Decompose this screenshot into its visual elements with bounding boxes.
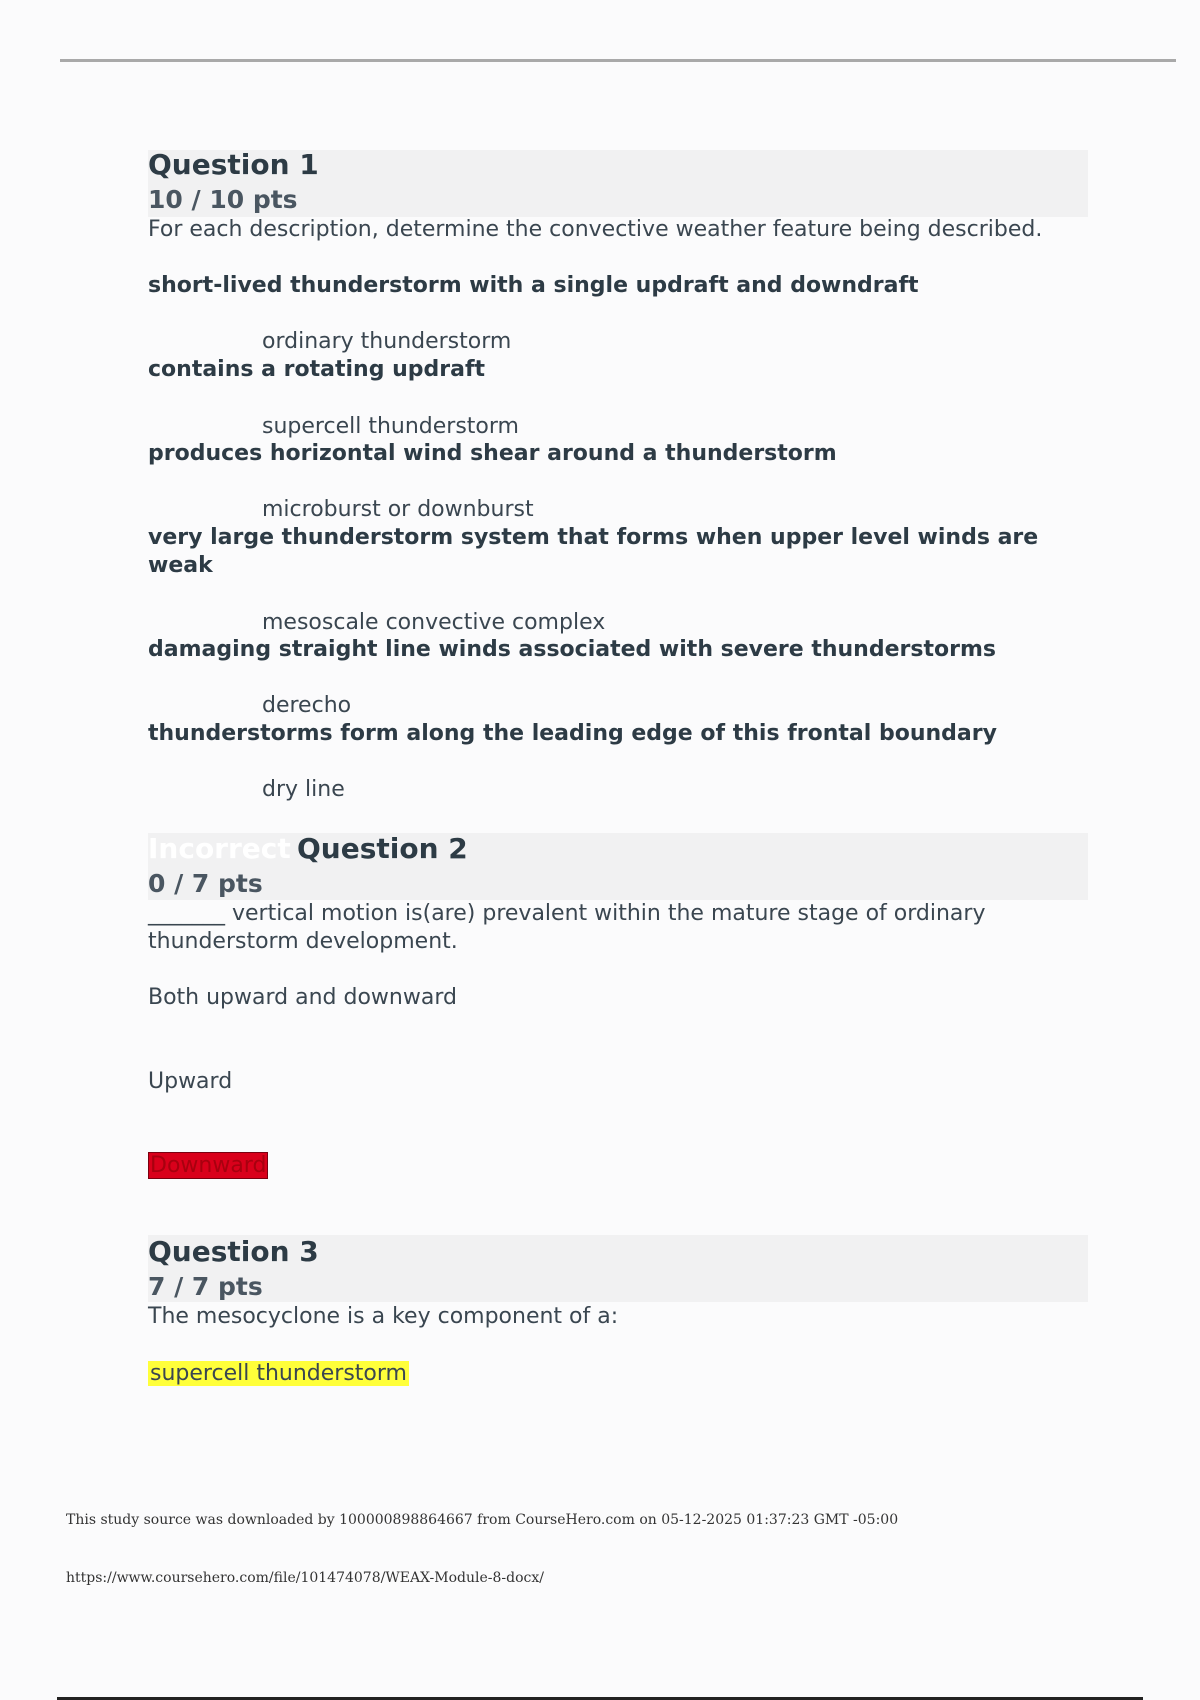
- download-notice: This study source was downloaded by 100000898864667 from CourseHero.com on 05-12-2025 01:37:23 GMT -05:00: [66, 1512, 899, 1528]
- match-answer: microburst or downburst: [262, 497, 534, 522]
- question-prompt: The mesocyclone is a key component of a:: [148, 1304, 619, 1329]
- question-title: Question 2: [297, 832, 468, 865]
- top-divider: [60, 59, 1176, 62]
- match-description: thunderstorms form along the leading edge of this frontal boundary: [148, 721, 997, 746]
- answer-choice: Upward: [148, 1069, 233, 1094]
- correct-answer-highlight: supercell thunderstorm: [150, 1361, 407, 1386]
- answer-choice-selected-wrong: [148, 1152, 268, 1180]
- fill-blank: _______: [148, 901, 225, 926]
- match-description: damaging straight line winds associated with severe thunderstorms: [148, 637, 996, 662]
- question-points: 7 / 7 pts: [148, 1272, 263, 1301]
- match-description: very large thunderstorm system that forms when upper level winds are weak: [148, 525, 1039, 578]
- match-answer: mesoscale convective complex: [262, 610, 606, 635]
- match-answer: derecho: [262, 693, 352, 718]
- question-prompt-text: vertical motion is(are) prevalent within the mature stage of ordinary thunderstorm development.: [148, 901, 986, 954]
- wrong-answer-highlight: Downward: [150, 1153, 267, 1178]
- question-points: 10 / 10 pts: [148, 185, 298, 214]
- answer-choice: Both upward and downward: [148, 985, 457, 1010]
- incorrect-label: Incorrect: [148, 832, 291, 865]
- question-title: Question 1: [148, 148, 319, 181]
- question-prompt: For each description, determine the convective weather feature being described.: [148, 217, 1043, 242]
- match-description: contains a rotating updraft: [148, 357, 486, 382]
- question-title: Question 3: [148, 1235, 319, 1268]
- match-answer: supercell thunderstorm: [262, 414, 519, 439]
- question-prompt: [148, 900, 1088, 956]
- match-description: produces horizontal wind shear around a thunderstorm: [148, 441, 837, 466]
- answer-choice-correct: [148, 1360, 409, 1388]
- match-answer: ordinary thunderstorm: [262, 329, 512, 354]
- source-url[interactable]: https://www.coursehero.com/file/101474078/WEAX-Module-8-docx/: [66, 1570, 544, 1586]
- question-points: 0 / 7 pts: [148, 869, 263, 898]
- match-answer: dry line: [262, 777, 345, 802]
- match-description: short-lived thunderstorm with a single updraft and downdraft: [148, 273, 919, 298]
